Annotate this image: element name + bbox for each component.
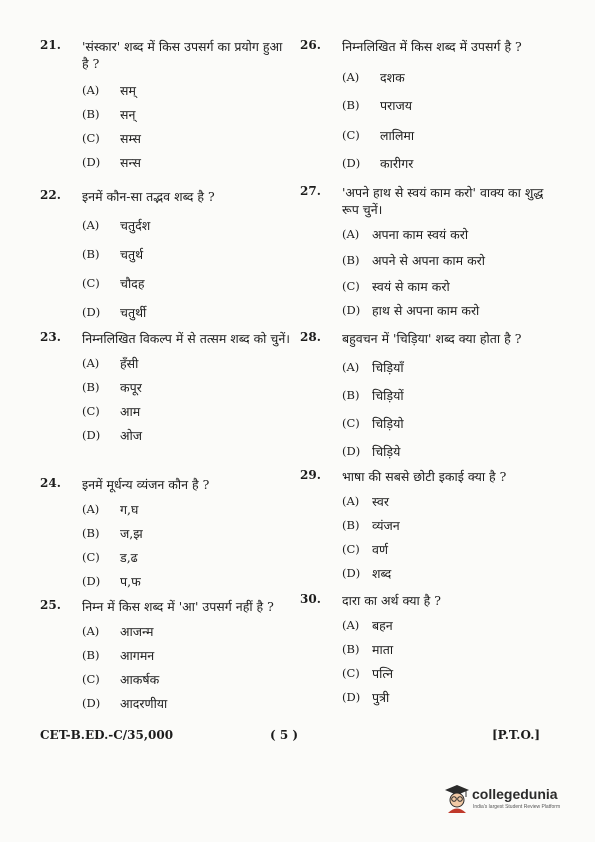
question-23: [40, 330, 290, 476]
option-a: [300, 615, 550, 639]
option-d: [40, 693, 290, 717]
option-label: (C): [82, 276, 100, 290]
option-label: (B): [342, 518, 360, 532]
question-number: 30.: [300, 592, 321, 606]
question-text: दारा का अर्थ क्या है ?: [342, 593, 441, 608]
option-d: [300, 563, 550, 587]
question-text: निम्नलिखित विकल्प में से तत्सम शब्द को चुनें।: [82, 331, 290, 346]
option-text: चतुर्दश: [120, 218, 151, 233]
option-label: (D): [82, 696, 101, 710]
option-d: [300, 153, 550, 177]
option-text: आम: [120, 404, 141, 419]
question-28: [300, 330, 550, 468]
option-label: (D): [82, 428, 101, 442]
option-text: सम्: [120, 83, 136, 98]
option-text: चतुर्थी: [120, 305, 147, 320]
option-label: (B): [82, 247, 100, 261]
option-d: [40, 571, 290, 595]
option-label: (B): [82, 526, 100, 540]
option-text: चौदह: [120, 276, 145, 291]
option-label: (A): [82, 83, 100, 97]
option-label: (C): [342, 128, 360, 142]
option-label: (B): [342, 642, 360, 656]
option-text: ड,ढ: [120, 550, 138, 565]
question-text: बहुवचन में 'चिड़िया' शब्द क्या होता है ?: [342, 331, 522, 346]
option-label: (A): [82, 356, 100, 370]
option-text: हँसी: [120, 356, 139, 371]
left-column: [40, 38, 290, 720]
option-text: चिड़ियों: [372, 388, 404, 403]
option-label: (D): [342, 444, 361, 458]
option-label: (D): [82, 155, 101, 169]
option-a: [40, 621, 290, 645]
option-c: [40, 401, 290, 425]
option-a: [300, 224, 550, 250]
option-a: [40, 353, 290, 377]
option-text: वर्ण: [372, 542, 388, 557]
option-text: स्वर: [372, 494, 389, 509]
option-a: [300, 67, 550, 95]
option-b: [300, 385, 550, 413]
option-label: (C): [82, 550, 100, 564]
question-text: 'अपने हाथ से स्वयं काम करो' वाक्य का शुद्ध रूप चुनें।: [342, 185, 544, 217]
option-d: [40, 425, 290, 449]
pto-label: [P.T.O.]: [492, 728, 541, 742]
option-b: [300, 515, 550, 539]
option-b: [300, 95, 550, 125]
option-text: प,फ: [120, 574, 141, 589]
option-a: [300, 491, 550, 515]
option-text: आकर्षक: [120, 672, 160, 687]
option-text: माता: [372, 642, 394, 657]
option-text: स्वयं से काम करो: [372, 279, 450, 294]
question-29: [300, 468, 550, 592]
option-text: पत्नि: [372, 666, 394, 681]
option-c: [300, 663, 550, 687]
question-number: 28.: [300, 330, 321, 344]
paper-code: CET-B.ED.-C/35,000: [40, 728, 174, 742]
option-text: ज,झ: [120, 526, 143, 541]
option-label: (D): [342, 690, 361, 704]
option-label: (D): [82, 574, 101, 588]
option-label: (A): [342, 227, 360, 241]
option-b: [40, 244, 290, 273]
option-label: (D): [342, 156, 361, 170]
question-text: इनमें कौन-सा तद्भव शब्द है ?: [82, 189, 215, 204]
option-text: शब्द: [372, 566, 392, 581]
option-label: (B): [342, 253, 360, 267]
logo-tagline: India's largest Student Review Platform: [473, 804, 561, 810]
option-c: [40, 128, 290, 152]
option-c: [300, 276, 550, 300]
option-label: (D): [82, 305, 101, 319]
question-24: [40, 476, 290, 598]
option-c: [40, 273, 290, 302]
option-label: (B): [82, 107, 100, 121]
option-c: [300, 539, 550, 563]
option-a: [300, 357, 550, 385]
option-d: [40, 302, 290, 326]
option-label: (C): [82, 404, 100, 418]
option-a: [40, 499, 290, 523]
question-text: निम्न में किस शब्द में 'आ' उपसर्ग नहीं है ?: [82, 599, 274, 614]
option-b: [300, 250, 550, 276]
option-text: दशक: [380, 70, 405, 85]
option-label: (C): [82, 672, 100, 686]
option-label: (B): [342, 98, 360, 112]
collegedunia-logo: [444, 784, 561, 816]
option-label: (A): [342, 618, 360, 632]
question-text: भाषा की सबसे छोटी इकाई क्या है ?: [342, 469, 507, 484]
option-label: (A): [342, 360, 360, 374]
question-number: 25.: [40, 598, 61, 612]
option-c: [300, 125, 550, 153]
option-label: (C): [82, 131, 100, 145]
option-label: (C): [342, 666, 360, 680]
option-a: [40, 215, 290, 244]
option-text: आगमन: [120, 648, 155, 663]
mascot-icon: [444, 784, 470, 814]
question-27: [300, 184, 550, 330]
option-label: (C): [342, 542, 360, 556]
page-number: ( 5 ): [270, 728, 299, 742]
option-d: [300, 441, 550, 465]
right-column: [300, 38, 550, 712]
option-c: [40, 669, 290, 693]
option-text: ग,घ: [120, 502, 139, 517]
option-text: चतुर्थ: [120, 247, 144, 262]
option-text: व्यंजन: [372, 518, 400, 533]
option-b: [40, 104, 290, 128]
option-text: बहन: [372, 618, 393, 633]
question-text: 'संस्कार' शब्द में किस उपसर्ग का प्रयोग हुआ है ?: [82, 39, 283, 71]
option-text: चिड़ियो: [372, 416, 404, 431]
question-26: [300, 38, 550, 184]
option-text: आजन्म: [120, 624, 154, 639]
question-number: 26.: [300, 38, 321, 52]
option-label: (A): [82, 502, 100, 516]
option-c: [40, 547, 290, 571]
option-text: कारीगर: [380, 156, 414, 171]
option-label: (B): [342, 388, 360, 402]
option-label: (B): [82, 648, 100, 662]
question-25: [40, 598, 290, 720]
option-label: (D): [342, 303, 361, 317]
question-30: [300, 592, 550, 712]
option-d: [40, 152, 290, 176]
option-text: चिड़ियाँ: [372, 360, 404, 375]
option-label: (C): [342, 416, 360, 430]
option-a: [40, 80, 290, 104]
option-label: (C): [342, 279, 360, 293]
question-number: 29.: [300, 468, 321, 482]
option-text: हाथ से अपना काम करो: [372, 303, 480, 318]
question-22: [40, 188, 290, 330]
option-text: पुत्री: [372, 690, 390, 705]
question-number: 27.: [300, 184, 321, 198]
option-text: कपूर: [120, 380, 142, 395]
option-label: (A): [342, 70, 360, 84]
option-label: (A): [342, 494, 360, 508]
question-text: इनमें मूर्धन्य व्यंजन कौन है ?: [82, 477, 210, 492]
option-label: (B): [82, 380, 100, 394]
option-label: (D): [342, 566, 361, 580]
option-b: [40, 523, 290, 547]
option-text: अपने से अपना काम करो: [372, 253, 486, 268]
option-text: अपना काम स्वयं करो: [372, 227, 469, 242]
option-label: (A): [82, 624, 100, 638]
option-text: सन्स: [120, 155, 141, 170]
question-number: 23.: [40, 330, 61, 344]
question-number: 24.: [40, 476, 61, 490]
option-b: [300, 639, 550, 663]
option-b: [40, 377, 290, 401]
option-d: [300, 687, 550, 711]
option-text: सम्स: [120, 131, 141, 146]
option-text: पराजय: [380, 98, 412, 113]
option-b: [40, 645, 290, 669]
option-text: लालिमा: [380, 128, 415, 143]
option-label: (A): [82, 218, 100, 232]
option-text: आदरणीया: [120, 696, 168, 711]
logo-name: collegedunia: [472, 786, 558, 802]
option-c: [300, 413, 550, 441]
option-text: चिड़िये: [372, 444, 401, 459]
option-d: [300, 300, 550, 324]
question-text: निम्नलिखित में किस शब्द में उपसर्ग है ?: [342, 39, 522, 54]
question-number: 21.: [40, 38, 61, 52]
question-21: [40, 38, 290, 188]
option-text: ओज: [120, 428, 143, 443]
question-number: 22.: [40, 188, 61, 202]
option-text: सन्: [120, 107, 136, 122]
